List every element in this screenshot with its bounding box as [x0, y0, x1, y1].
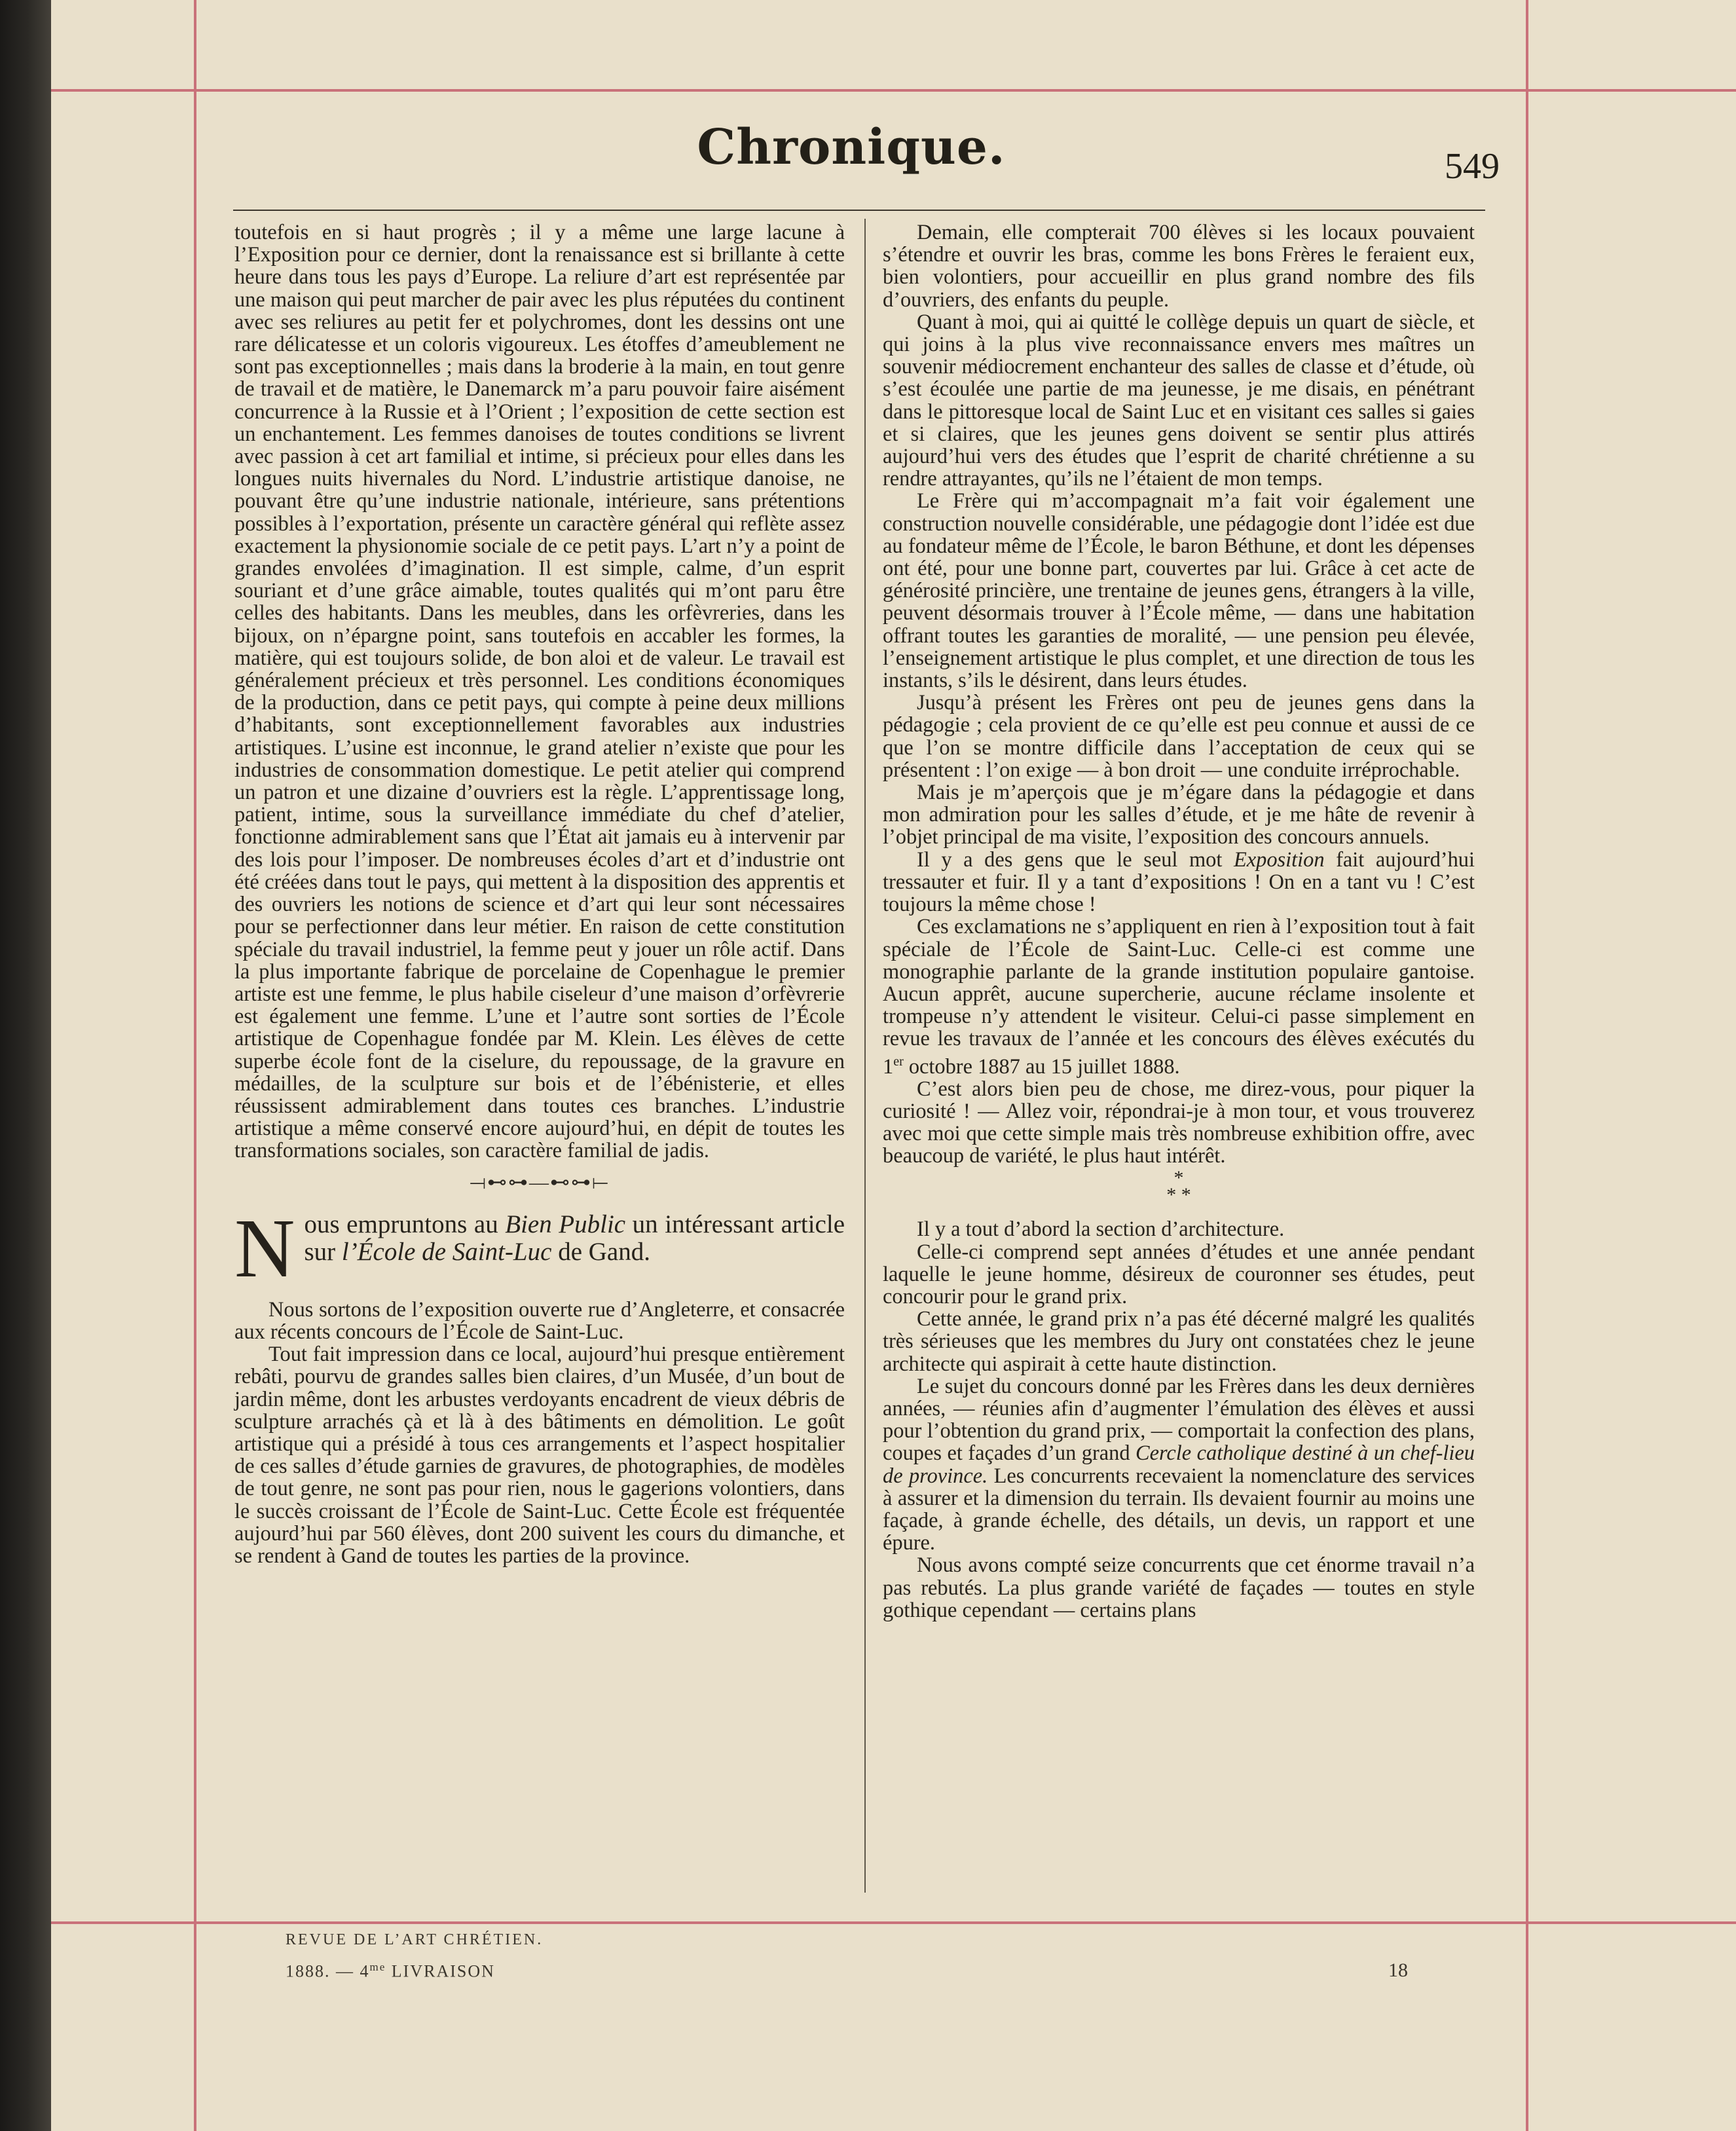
intro-text-part: ous empruntons au	[304, 1210, 506, 1238]
paragraph: Nous avons compté seize concurrents que cet énorme travail n’a pas rebutés. La plus grande variété de façades — toutes en style gothique cependant — certains plans	[883, 1553, 1475, 1622]
paragraph: Demain, elle compterait 700 élèves si les locaux pouvaient s’étendre et ouvrir les bras, comme les bons Frères le feraient eux, bien volontiers, pour accueillir en plus grand nombre des fils d’ouvriers, des enfants du peuple.	[883, 221, 1475, 312]
intro-text-part: un intéressant article sur	[304, 1210, 845, 1266]
text-part: fait aujourd’hui tressauter et fuir. Il y a tant d’expositions ! On en a tant vu ! C’est toujours la même chose !	[883, 847, 1475, 917]
page-number: 549	[1445, 146, 1500, 187]
paragraph: Il y a tout d’abord la section d’architecture.	[917, 1217, 1285, 1242]
frame-rule-bottom	[51, 1921, 1736, 1924]
paragraph: Jusqu’à présent les Frères ont peu de jeunes gens dans la pédagogie ; cela provient de ce qu’elle est peu connue et aussi de ce que l’on se montre difficile dans l’acceptation de ceux qui se présentent : l’on exige — à bon droit — une conduite irréprochable.	[883, 691, 1475, 782]
left-column	[234, 221, 845, 1567]
paragraph: Tout fait impression dans ce local, aujourd’hui presque entièrement rebâti, pourvu de grandes salles bien claires, d’un Musée, d’un bout de jardin même, dont les arbustes verdoyants encadrent de vieux débris de sculpture arrachés çà et là à des bâtiments en démolition. Le goût artistique qui a présidé à tous ces arrangements et l’aspect hospitalier de ces salles d’étude garnies de gravures, de photographies, de modèles de tout genre, ne sont pas pour rien, nous le gagerions volontiers, dans le succès croissant de l’École de Saint-Luc. Cette École est fréquentée aujourd’hui par 560 élèves, dont 200 suivent les cours du dimanche, et se rendent à Gand de toutes les parties de la province.	[234, 1343, 845, 1568]
book-spine	[0, 0, 51, 2131]
asterism-top: *	[1173, 1167, 1184, 1189]
footer-issue-part: LIVRAISON	[386, 1961, 495, 1981]
header-underline	[233, 210, 1485, 211]
text-part: Ces exclamations ne s’appliquent en rien à l’exposition tout à fait spéciale de l’École de Saint-Luc. Celle-ci est comme une monographie parlante de la grande institution populaire gantoise. Aucun apprêt, aucune supercherie, aucune réclame insolente et trompeuse n’y attendent le visiteur. Celui-ci passe simplement en revue les travaux de l’année et les concours des élèves exécutés du 1	[883, 915, 1475, 1079]
paragraph: Cette année, le grand prix n’a pas été décerné malgré les qualités très sérieuses que les membres du Jury ont constatées chez le jeune architecte qui aspirait à cette haute distinction.	[883, 1307, 1475, 1376]
frame-rule-right	[1526, 0, 1528, 2131]
frame-rule-left	[194, 0, 196, 2131]
paragraph: Le Frère qui m’accompagnait m’a fait voir également une construction nouvelle considérable, une pédagogie dont l’idée est due au fondateur même de l’École, le baron Béthune, et dont les dépenses ont été, pour une bonne part, couvertes par lui. Grâce à cet acte de générosité princière, une trentaine de jeunes gens, étrangers à la ville, peuvent désormais trouver à l’École même, — dans une habitation offrant toutes les garanties de moralité, — une pension peu élevée, l’enseignement artistique le plus complet, et une direction de tous les instants, s’ils le désirent, dans leurs études.	[883, 489, 1475, 693]
intro-text	[304, 1210, 845, 1266]
text-part: octobre 1887 au 15 juillet 1888.	[903, 1054, 1180, 1079]
paragraph	[883, 849, 1475, 916]
footer-issue-superscript: me	[369, 1961, 386, 1973]
superscript: er	[893, 1054, 904, 1069]
frame-rule-top	[51, 89, 1736, 92]
italic-exposition: Exposition	[1233, 847, 1325, 872]
paragraph: C’est alors bien peu de chose, me direz-vous, pour piquer la curiosité ! — Allez voir, répondrai-je à mon tour, et vous trouverez avec moi que cette simple mais très nombreuse exhibition offre, avec beaucoup de variété, le plus haut intérêt.	[883, 1077, 1475, 1168]
text-part: Il y a des gens que le seul mot	[917, 847, 1234, 872]
footer-issue-part: 1888. — 4	[286, 1961, 370, 1981]
italic-cercle: Cercle catholique destiné à un chef-lieu de province.	[883, 1441, 1475, 1488]
paragraph: Mais je m’aperçois que je m’égare dans la pédagogie et dans mon admiration pour les salles d’étude, et je me hâte de revenir à l’objet principal de ma visite, l’exposition des concours annuels.	[883, 781, 1475, 849]
ornament-divider: ⟞⊷⊶—⊷⊶⟝	[470, 1171, 610, 1193]
text-part: Le sujet du concours donné par les Frères dans les deux dernières années, — réunies afin d’augmenter l’émulation des élèves et aussi pour l’obtention du grand prix, — comportait la confection des plans, coupes et façades d’un grand	[883, 1374, 1475, 1466]
intro-text-part: de Gand.	[551, 1237, 650, 1266]
paragraph: Nous sortons de l’exposition ouverte rue d’Angleterre, et consacrée aux récents concours de l’École de Saint-Luc.	[234, 1297, 845, 1344]
footer-revue: REVUE DE L’ART CHRÉTIEN.	[286, 1931, 544, 1948]
drop-cap: N	[234, 1201, 295, 1295]
paragraph: toutefois en si haut progrès ; il y a même une large lacune à l’Exposition pour ce dernier, dont la renaissance est si brillante à cette heure dans tous les pays d’Europe. La reliure d’art est représentée par une maison qui peut marcher de pair avec les plus réputées du continent avec ses reliures au petit fer et polychromes, dont les dessins ont une rare délicatesse et un coloris vigoureux. Les étoffes d’ameublement ne sont pas exceptionnelles ; mais dans la broderie à la main, en tout genre de travail et de matière, le Danemarck m’a paru pouvoir faire aisément concurrence à la Russie et à l’Orient ; l’exposition de cette section est un enchantement. Les femmes danoises de toutes conditions se livrent avec passion à cet art familial et intime, si précieux pour elles dans les longues nuits hivernales du Nord. L’industrie artistique danoise, ne pouvant être qu’une industrie nationale, intérieure, sans prétentions possibles à l’exportation, présente un caractère général qui reflète assez exactement la physionomie sociale de ce petit pays. L’art n’y a point de grandes envolées d’imagination. Il est simple, calme, d’un esprit souriant et d’une grâce aimable, toutes qualités qui m’ont paru être celles des habitants. Dans les meubles, dans les orfèvreries, dans les bijoux, on n’épargne point, sans toutefois en accabler les formes, la matière, qui est toujours solide, de bon aloi et de valeur. Le travail est généralement précieux et très personnel. Les conditions économiques de la production, dans ce petit pays, qui compte à peine deux millions d’habitants, sont exceptionnellement favorables aux industries artistiques. L’usine est inconnue, le grand atelier n’existe que pour les industries de consommation domestique. Le petit atelier qui comprend un patron et une dizaine d’ouvriers est la règle. L’apprentissage long, patient, intime, sous la surveillance immédiate du chef d’atelier, fonctionne admirablement sans que l’État ait jamais eu à intervenir par des lois pour l’imposer. De nombreuses écoles d’art et d’industrie ont été créées dans tout le pays, qui mettent à la disposition des apprentis et des ouvriers les notions de science et d’art qui leur sont nécessaires pour se perfectionner dans leur métier. En raison de cette constitution spéciale du travail industriel, la femme peut y jouer un rôle actif. Dans la plus importante fabrique de porcelaine de Copenhague le premier artiste est une femme, le plus habile ciseleur d’une maison d’orfèvrerie est également une femme. L’une et l’autre sont sorties de l’École artistique de Copenhague fondée par M. Klein. Les élèves de cette superbe école font de la ciselure, du repoussage, de la gravure en médailles, de la sculpture sur bois et de l’ébénisterie, et elles réussissent admirablement dans toutes ces branches. L’industrie artistique a même conservé encore aujourd’hui, en dépit de toutes les transformations sociales, son caractère familial de jadis.	[234, 221, 845, 1163]
intro-title-ecole: l’École de Saint-Luc	[341, 1237, 552, 1266]
asterism	[883, 1167, 1475, 1206]
footer-issue	[286, 1961, 495, 1982]
right-column	[883, 221, 1475, 1621]
paragraph	[883, 1375, 1475, 1555]
asterism-bottom: * *	[1166, 1184, 1191, 1206]
column-divider	[864, 219, 866, 1893]
paragraph: Quant à moi, qui ai quitté le collège depuis un quart de siècle, et qui joins à la plus vive reconnaissance envers mes maîtres un souvenir médiocrement enchanteur des salles de classe et d’étude, où s’est écoulée une partie de ma jeunesse, je me disais, en pénétrant dans le pittoresque local de Saint Luc et en visitant ces salles si gaies et si claires, que les jeunes gens doivent se sentir plus attirés aujourd’hui vers des études que l’esprit de charité chrétienne a su rendre attrayantes, qu’ils ne l’étaient de mon temps.	[883, 310, 1475, 491]
article-intro	[234, 1201, 845, 1295]
text-part: Les concurrents recevaient la nomenclature des services à assurer et la dimension du terrain. Ils devaient fournir au moins une façade, à grande échelle, des détails, un devis, un rapport et une épure.	[883, 1464, 1475, 1555]
page-title: Chronique.	[697, 119, 1006, 176]
intro-title-bien-public: Bien Public	[505, 1210, 626, 1238]
paragraph: Celle-ci comprend sept années d’études et une année pendant laquelle le jeune homme, désireux de couronner ses études, peut concourir pour le grand prix.	[883, 1240, 1475, 1308]
footer-signature: 18	[1388, 1959, 1408, 1981]
paragraph	[883, 916, 1475, 1077]
